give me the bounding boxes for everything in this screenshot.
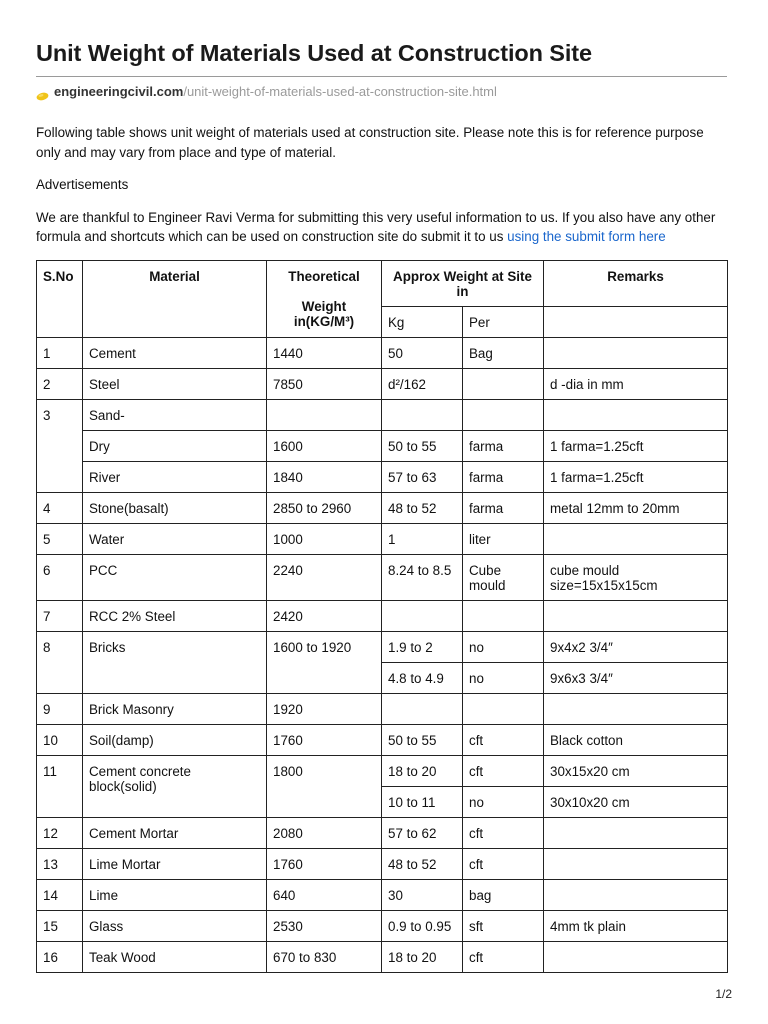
cell-remarks: cube mould size=15x15x15cm — [544, 555, 728, 601]
thanks-text: We are thankful to Engineer Ravi Verma for submitting this very useful information to us. If you also have any other formula and shortcuts which can be used on construction site do submit it to us — [36, 209, 716, 244]
intro-paragraph: Following table shows unit weight of materials used at construction site. Please note this is for reference purpose only and may vary from place and type of material. — [36, 125, 704, 160]
cell-per — [463, 601, 544, 632]
table-body — [37, 338, 728, 973]
cell-sno: 10 — [37, 725, 83, 756]
cell-remarks: 30x10x20 cm — [544, 787, 728, 818]
cell-weight — [267, 400, 382, 431]
cell-sno: 3 — [37, 400, 83, 493]
cell-kg: 18 to 20 — [382, 756, 463, 787]
cell-per — [463, 400, 544, 431]
header-material: Material — [83, 261, 267, 338]
cell-per: cft — [463, 849, 544, 880]
cell-material: Stone(basalt) — [83, 493, 267, 524]
header-remarks-blank — [544, 307, 728, 338]
cell-sno: 16 — [37, 942, 83, 973]
table-row — [37, 338, 728, 369]
cell-kg: 50 to 55 — [382, 725, 463, 756]
table-row — [37, 880, 728, 911]
cell-kg: 57 to 62 — [382, 818, 463, 849]
cell-kg: 48 to 52 — [382, 849, 463, 880]
cell-sno: 2 — [37, 369, 83, 400]
cell-weight: 1760 — [267, 725, 382, 756]
cell-weight: 1440 — [267, 338, 382, 369]
cell-material: PCC — [83, 555, 267, 601]
cell-material: RCC 2% Steel — [83, 601, 267, 632]
cell-remarks — [544, 524, 728, 555]
header-kg: Kg — [382, 307, 463, 338]
cell-weight: 2850 to 2960 — [267, 493, 382, 524]
cell-sno: 11 — [37, 756, 83, 818]
submit-form-link[interactable]: using the submit form here — [507, 229, 666, 244]
page-title: Unit Weight of Materials Used at Construction Site — [36, 40, 593, 66]
cell-kg — [382, 601, 463, 632]
cell-sno: 9 — [37, 694, 83, 725]
cell-sno: 5 — [37, 524, 83, 555]
table-row — [37, 369, 728, 400]
header-remarks: Remarks — [544, 261, 728, 307]
unit-weight-table — [36, 260, 728, 973]
cell-per: bag — [463, 880, 544, 911]
cell-kg — [382, 694, 463, 725]
source-line — [36, 83, 727, 101]
cell-sno: 4 — [37, 493, 83, 524]
cell-kg: 8.24 to 8.5 — [382, 555, 463, 601]
cell-per: cft — [463, 942, 544, 973]
thanks-paragraph — [36, 208, 727, 247]
cell-material: Lime Mortar — [83, 849, 267, 880]
header-theoretical-line2: Weight in(KG/M³) — [293, 299, 355, 329]
cell-per: no — [463, 632, 544, 663]
table-row — [37, 942, 728, 973]
cell-material: Glass — [83, 911, 267, 942]
cell-per: Bag — [463, 338, 544, 369]
cell-kg: 48 to 52 — [382, 493, 463, 524]
cell-material: River — [83, 462, 267, 493]
cell-sno: 8 — [37, 632, 83, 694]
cell-kg: 50 to 55 — [382, 431, 463, 462]
table-row — [37, 601, 728, 632]
page-number: 1/2 — [715, 987, 732, 1001]
cell-kg: 57 to 63 — [382, 462, 463, 493]
header-per: Per — [463, 307, 544, 338]
cell-material: Lime — [83, 880, 267, 911]
cell-weight: 1920 — [267, 694, 382, 725]
cell-kg: 4.8 to 4.9 — [382, 663, 463, 694]
cell-sno: 14 — [37, 880, 83, 911]
header-theoretical-weight — [267, 261, 382, 338]
cell-weight: 2080 — [267, 818, 382, 849]
cell-kg: d²/162 — [382, 369, 463, 400]
cell-material: Cement Mortar — [83, 818, 267, 849]
cell-weight: 1800 — [267, 756, 382, 818]
cell-remarks: d -dia in mm — [544, 369, 728, 400]
cell-sno: 7 — [37, 601, 83, 632]
cell-remarks — [544, 694, 728, 725]
cell-material: Soil(damp) — [83, 725, 267, 756]
cell-material: Bricks — [83, 632, 267, 694]
table-row — [37, 725, 728, 756]
table-row — [37, 911, 728, 942]
cell-remarks — [544, 849, 728, 880]
cell-per: cft — [463, 725, 544, 756]
cell-sno: 15 — [37, 911, 83, 942]
cell-material: Brick Masonry — [83, 694, 267, 725]
cell-weight: 1760 — [267, 849, 382, 880]
cell-per: Cube mould — [463, 555, 544, 601]
cell-weight: 2240 — [267, 555, 382, 601]
cell-per — [463, 369, 544, 400]
cell-sno: 12 — [37, 818, 83, 849]
cell-material: Cement concrete block(solid) — [83, 756, 267, 818]
cell-remarks: 9x4x2 3/4″ — [544, 632, 728, 663]
cell-material: Dry — [83, 431, 267, 462]
cell-kg — [382, 400, 463, 431]
cell-remarks — [544, 601, 728, 632]
cell-per: cft — [463, 818, 544, 849]
header-sno: S.No — [37, 261, 83, 338]
cell-remarks: 4mm tk plain — [544, 911, 728, 942]
cell-per: farma — [463, 493, 544, 524]
cell-weight: 670 to 830 — [267, 942, 382, 973]
header-theoretical-line1: Theoretical — [288, 269, 360, 284]
cell-sno: 13 — [37, 849, 83, 880]
table-row — [37, 524, 728, 555]
table-row — [37, 756, 728, 787]
cell-per: sft — [463, 911, 544, 942]
cell-kg: 18 to 20 — [382, 942, 463, 973]
cell-per: cft — [463, 756, 544, 787]
cell-remarks — [544, 818, 728, 849]
cell-per: no — [463, 663, 544, 694]
cell-weight: 1600 to 1920 — [267, 632, 382, 694]
cell-kg: 50 — [382, 338, 463, 369]
cell-remarks — [544, 338, 728, 369]
table-row — [37, 555, 728, 601]
table-row — [37, 632, 728, 663]
cell-kg: 10 to 11 — [382, 787, 463, 818]
table-row — [37, 400, 728, 431]
advertisements-label: Advertisements — [36, 177, 129, 192]
cell-kg: 1 — [382, 524, 463, 555]
cell-remarks: Black cotton — [544, 725, 728, 756]
cell-per: no — [463, 787, 544, 818]
cell-remarks — [544, 880, 728, 911]
cell-material: Water — [83, 524, 267, 555]
cell-per — [463, 694, 544, 725]
cell-sno: 1 — [37, 338, 83, 369]
cell-remarks: 30x15x20 cm — [544, 756, 728, 787]
source-path-link[interactable]: /unit-weight-of-materials-used-at-construction-site.html — [183, 84, 497, 99]
cell-remarks — [544, 942, 728, 973]
cell-material: Teak Wood — [83, 942, 267, 973]
cell-remarks: 1 farma=1.25cft — [544, 462, 728, 493]
cell-remarks: metal 12mm to 20mm — [544, 493, 728, 524]
cell-weight: 1000 — [267, 524, 382, 555]
title-divider — [36, 76, 727, 77]
cell-remarks: 1 farma=1.25cft — [544, 431, 728, 462]
header-approx-weight: Approx Weight at Site in — [382, 261, 544, 307]
cell-weight: 2420 — [267, 601, 382, 632]
cell-kg: 1.9 to 2 — [382, 632, 463, 663]
cell-material: Sand- — [83, 400, 267, 431]
document-page — [36, 38, 727, 247]
cell-kg: 30 — [382, 880, 463, 911]
cell-per: liter — [463, 524, 544, 555]
cell-kg: 0.9 to 0.95 — [382, 911, 463, 942]
cell-weight: 640 — [267, 880, 382, 911]
source-domain-link[interactable]: engineeringcivil.com — [54, 84, 184, 99]
cell-per: farma — [463, 462, 544, 493]
cell-remarks: 9x6x3 3/4″ — [544, 663, 728, 694]
cell-weight: 7850 — [267, 369, 382, 400]
cell-weight: 1600 — [267, 431, 382, 462]
cell-weight: 2530 — [267, 911, 382, 942]
table-row — [37, 431, 728, 462]
cell-material: Cement — [83, 338, 267, 369]
table-row — [37, 493, 728, 524]
cell-material: Steel — [83, 369, 267, 400]
cell-remarks — [544, 400, 728, 431]
table-row — [37, 694, 728, 725]
table-row — [37, 462, 728, 493]
table-row — [37, 818, 728, 849]
cell-weight: 1840 — [267, 462, 382, 493]
cell-sno: 6 — [37, 555, 83, 601]
bean-icon — [36, 88, 49, 97]
cell-per: farma — [463, 431, 544, 462]
table-row — [37, 849, 728, 880]
